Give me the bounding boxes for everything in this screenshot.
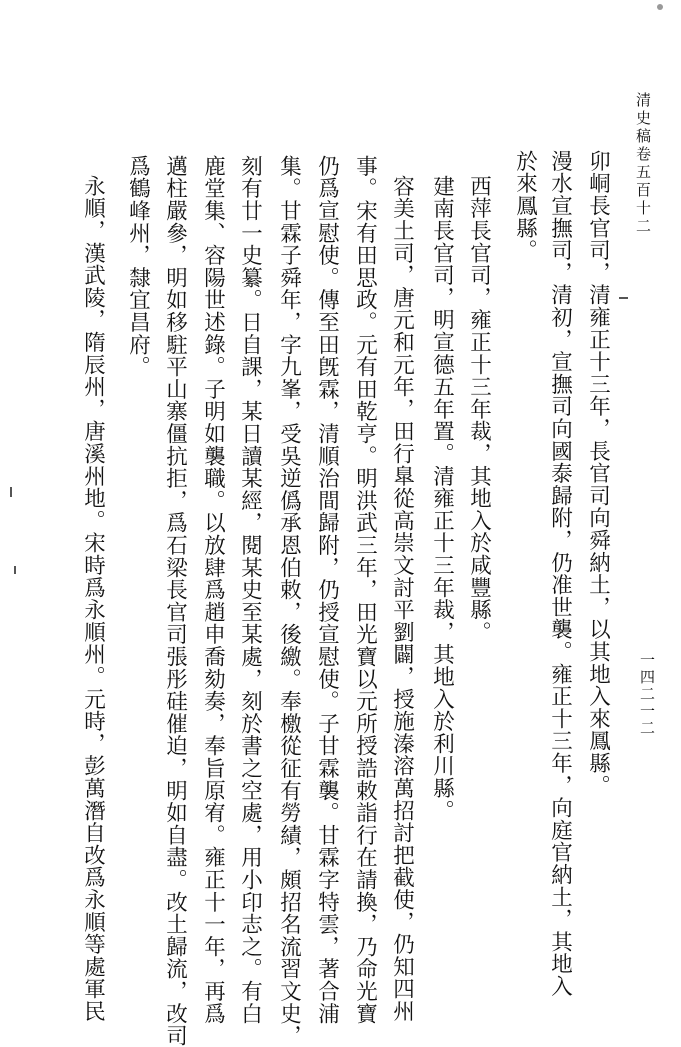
text-column: 仍爲宣慰使。傳至田旣霖，清順治間歸附，仍授宣慰使。子甘霖襲。甘霖字特雲，著合浦 xyxy=(314,155,340,1025)
text-column: 邁柱嚴參，明如移駐平山寨僵抗拒，爲石梁長官司張彤硅催迫，明如自盡。改土歸流，改司 xyxy=(162,155,188,1047)
scan-speck xyxy=(14,566,16,574)
text-column: 容美土司，唐元和元年，田行臯從高崇文討平劉闢，授施溱溶萬招討把截使，仍知四州 xyxy=(389,175,415,1023)
page-number: 一四二一二 xyxy=(638,652,656,737)
text-column: 漫水宣撫司，清初，宣撫司向國泰歸附，仍准世襲。雍正十三年，向庭官納土，其地入 xyxy=(547,150,573,998)
scan-speck xyxy=(10,487,12,497)
text-column: 爲鶴峰州，隸宜昌府。 xyxy=(125,155,151,378)
text-column: 西萍長官司，雍正十三年裁，其地入於咸豐縣。 xyxy=(466,175,492,644)
text-column: 建南長官司，明宣德五年置。清雍正十三年裁，其地入於利川縣。 xyxy=(429,175,455,822)
book-title-header: 清史稿卷五百十二 xyxy=(634,92,652,236)
text-column: 鹿堂集、容陽世述錄。子明如襲職。以放肆爲趙申喬劾奏，奉旨原宥。雍正十一年，再爲 xyxy=(200,155,226,1025)
text-column: 卯峒長官司，清雍正十三年，長官司向舜納土，以其地入來鳳縣。 xyxy=(585,150,611,797)
scan-speck xyxy=(657,4,663,10)
scan-speck xyxy=(619,297,628,299)
text-column: 於來鳳縣。 xyxy=(512,150,538,262)
text-column: 集。甘霖子舜年，字九峯，受吳逆僞承恩伯敕，後繳。奉檄從征有勞績，頗招名流習文史， xyxy=(276,155,302,1047)
text-column: 刻有廿一史纂。日自課，某日讀某經，閱某史至某處，刻於書之空處，用小印志之。有白 xyxy=(237,155,263,1025)
text-column: 事。宋有田思政。元有田乾亨。明洪武三年，田光寶以元所授誥敕詣行在請換，乃命光寶 xyxy=(352,155,378,1025)
text-column: 永順，漢武陵，隋辰州，唐溪州地。宋時爲永順州。元時，彭萬潛自改爲永順等處軍民 xyxy=(80,175,106,1023)
